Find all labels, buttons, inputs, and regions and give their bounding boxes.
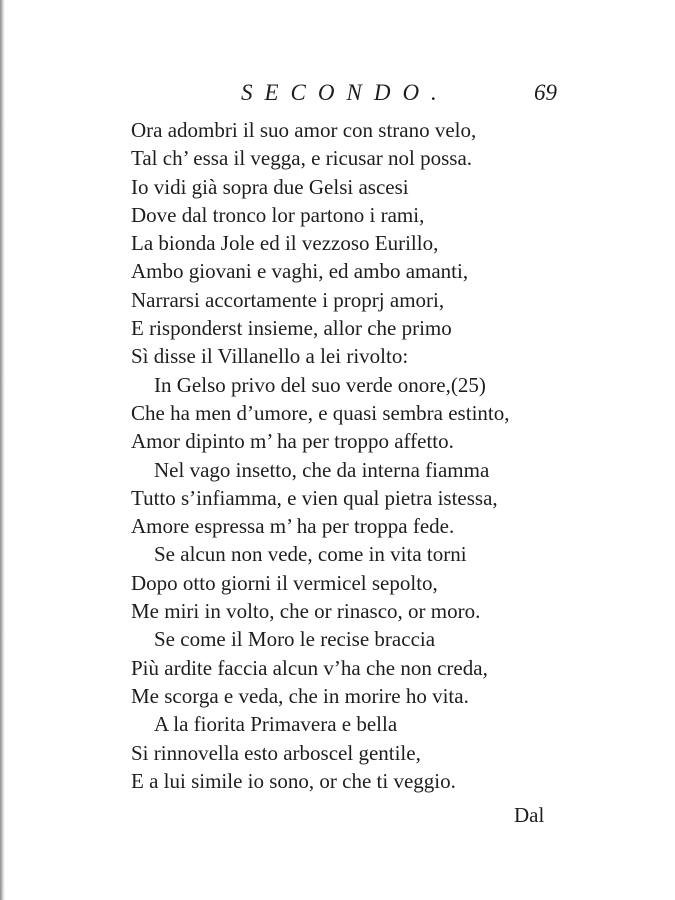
verse-line: Ora adombri il suo amor con strano velo, [131, 118, 477, 142]
verse-line: Se alcun non vede, come in vita torni [154, 542, 467, 567]
verse-line: Si rinnovella esto arboscel gentile, [131, 740, 421, 765]
verse-line: Ambo giovani e vaghi, ed ambo amanti, [131, 259, 469, 284]
verse-line: Io vidi già sopra due Gelsi ascesi [131, 174, 409, 199]
verse-line: La bionda Jole ed il vezzoso Eurillo, [131, 231, 439, 256]
running-title: SECONDO. [241, 80, 449, 105]
verse-line: A la fiorita Primavera e bella [154, 712, 398, 737]
catchword: Dal [514, 803, 545, 827]
verse-line: Tal ch’ essa il vegga, e ricusar nol possa. [131, 146, 473, 171]
verse-line: Narrarsi accortamente i proprj amori, [131, 287, 445, 312]
verse-line: Me scorga e veda, che in morire ho vita. [131, 683, 469, 708]
verse-line: Che ha men d’umore, e quasi sembra estinto, [131, 400, 510, 425]
verse-line: E risponderst insieme, allor che primo [131, 316, 452, 341]
verse-line: Amore espressa m’ ha per troppa fede. [131, 514, 455, 539]
verse-line: Sì disse il Villanello a lei rivolto: [131, 344, 409, 369]
page-number: 69 [534, 80, 557, 105]
verse-line: Dopo otto giorni il vermicel sepolto, [131, 570, 438, 595]
verse-line: In Gelso privo del suo verde onore,(25) [154, 372, 486, 397]
verse-line: Nel vago insetto, che da interna fiamma [154, 457, 490, 482]
verse-line: E a lui simile io sono, or che ti veggio. [131, 768, 456, 793]
verse-line: Dove dal tronco lor partono i rami, [131, 202, 425, 227]
verse-line: Amor dipinto m’ ha per troppo affetto. [131, 429, 454, 454]
verse-line: Me miri in volto, che or rinasco, or moro. [131, 599, 481, 624]
verse-line: Più ardite faccia alcun v’ha che non creda, [131, 655, 488, 680]
verse-block [131, 116, 571, 795]
verse-line: Tutto s’infiamma, e vien qual pietra istessa, [131, 485, 498, 510]
page-edge-shadow [0, 0, 5, 900]
verse-line: Se come il Moro le recise braccia [154, 627, 436, 652]
